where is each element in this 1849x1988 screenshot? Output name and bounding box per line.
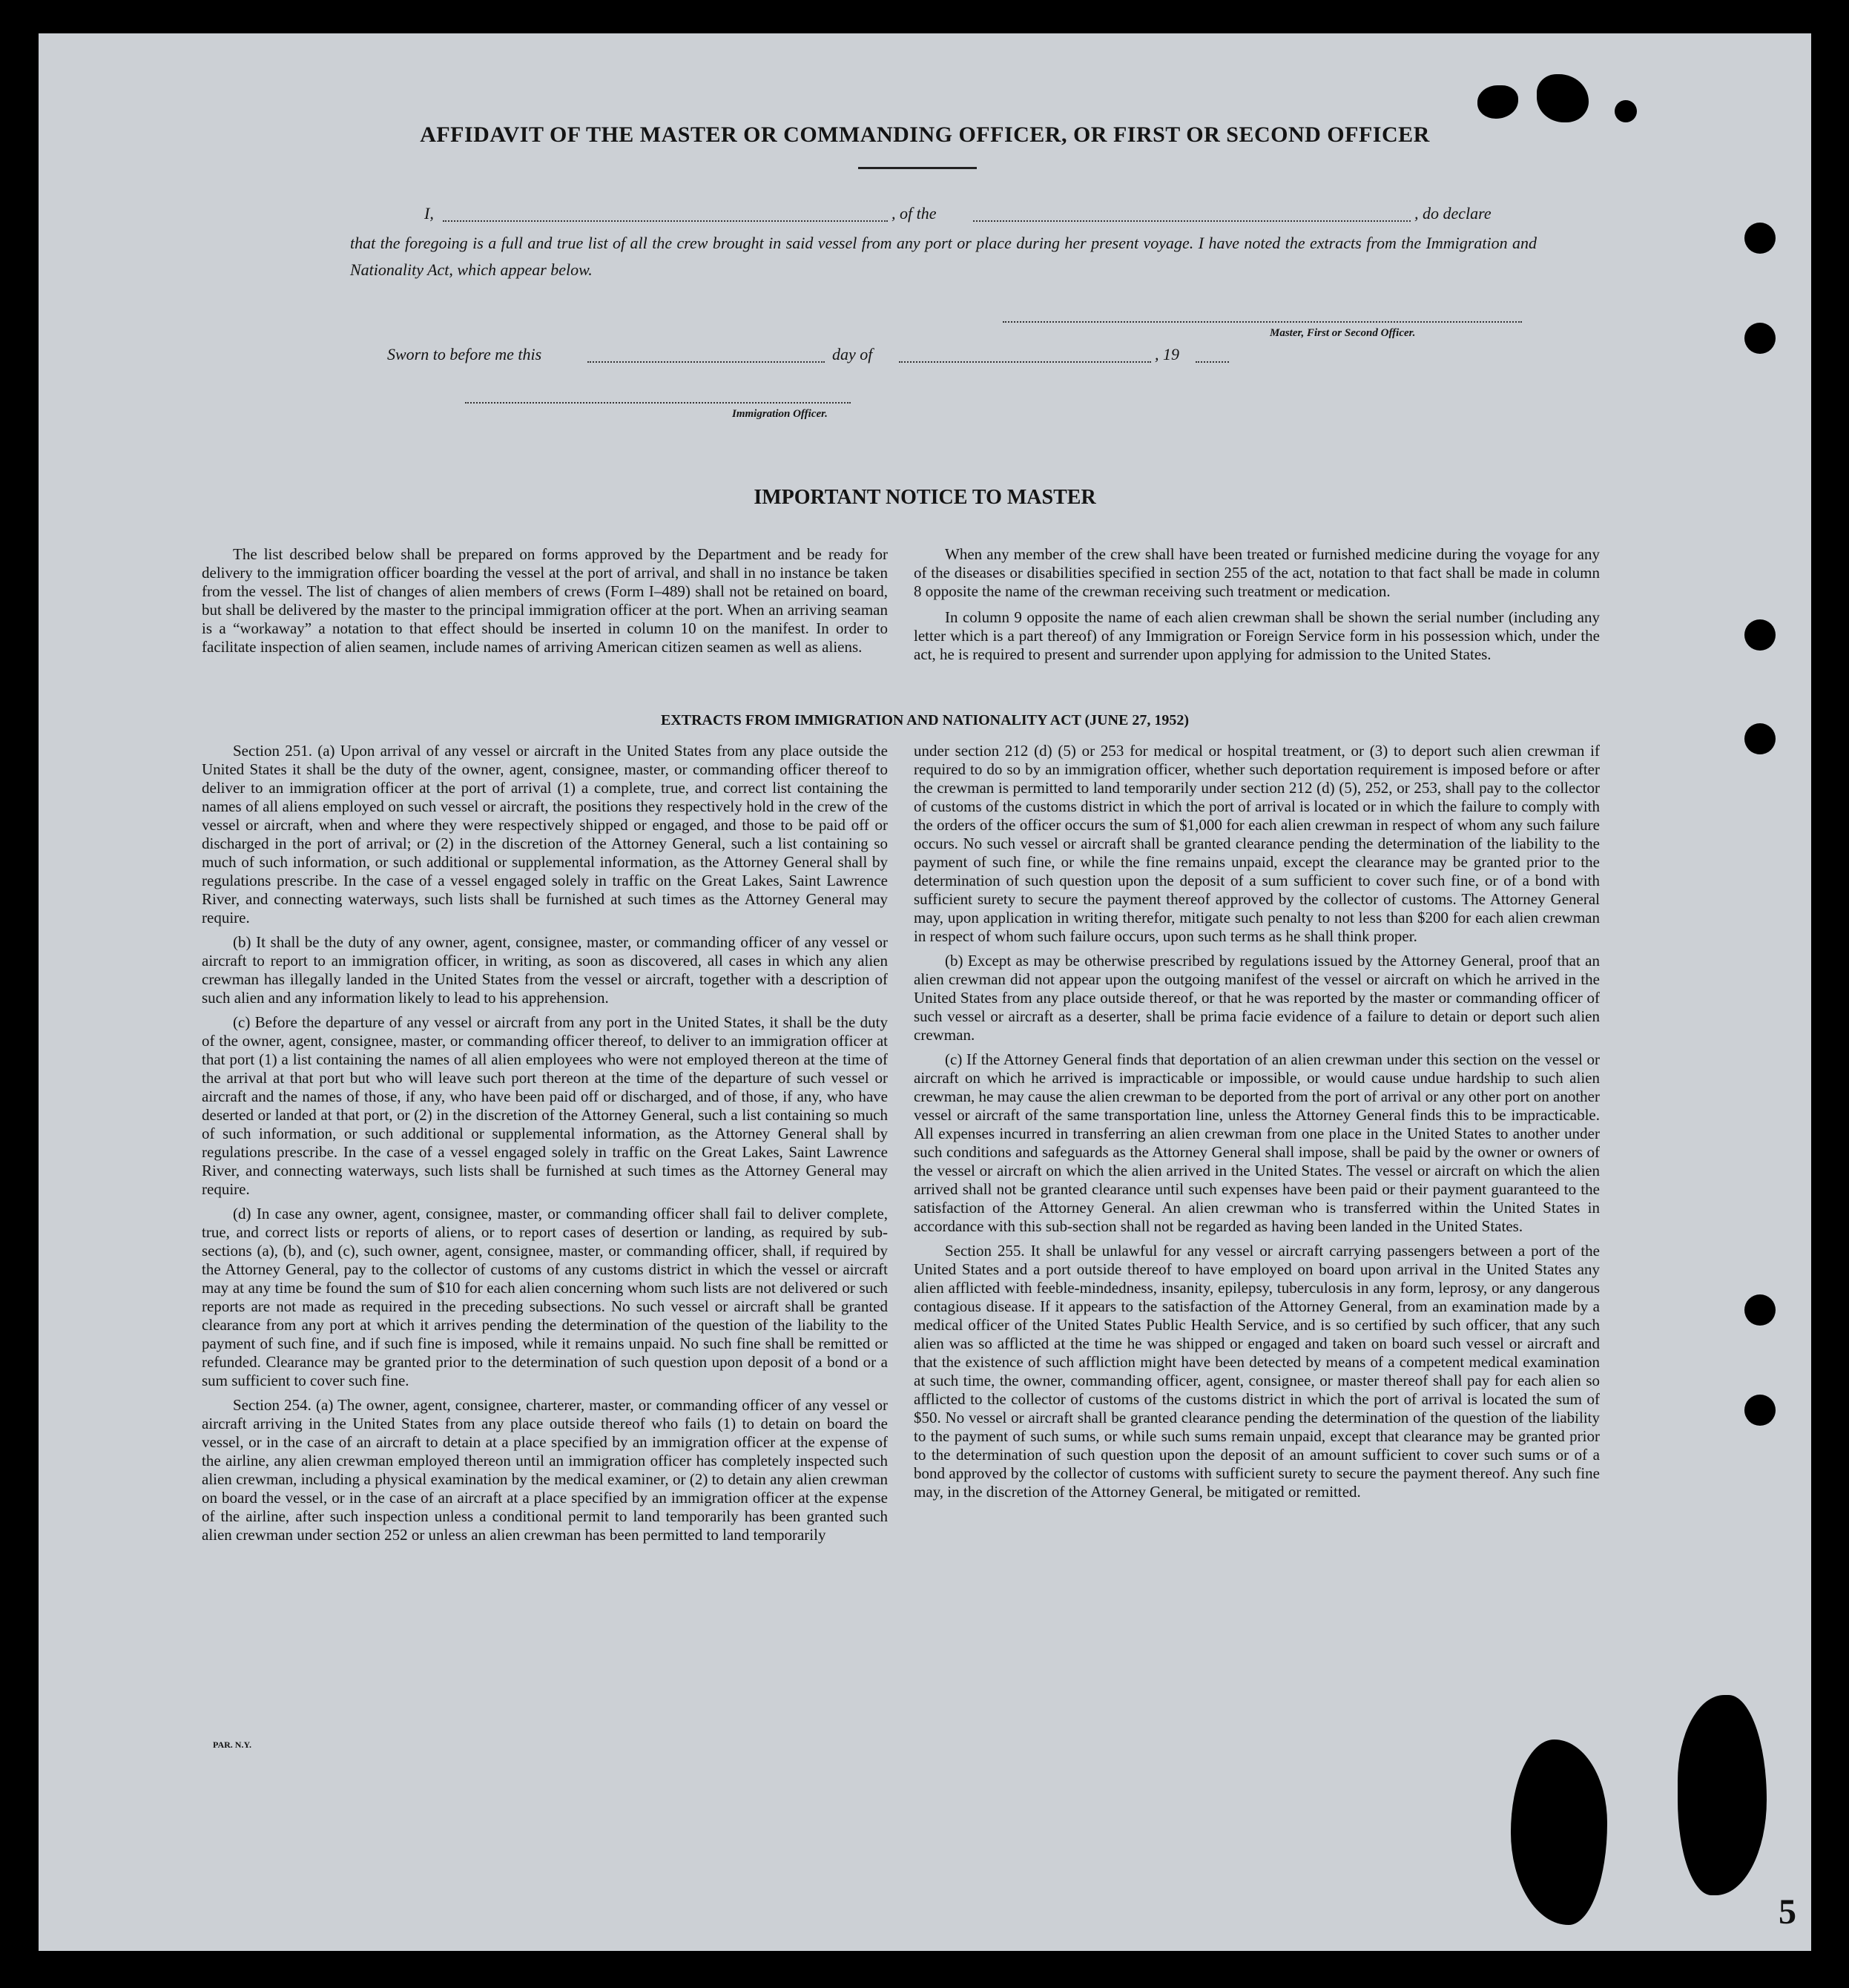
master-signature-line [1003, 321, 1522, 323]
do-declare-label: , do declare [1414, 204, 1492, 223]
binder-hole-6 [1744, 1395, 1776, 1426]
master-caption: Master, First or Second Officer. [1270, 327, 1416, 339]
section-254-a-continued: under section 212 (d) (5) or 253 for medical or hospital treatment, or (3) to deport such alien crewman if required to do so by an immigration officer, whether such deportation requirement is imposed before or after the crewman is permitted to land temporarily under section 212 (d) (5), 252, or 253, shall pay to the collector of customs of the customs district in which the port of arrival is located or in which the failure to comply with the orders of the officer occurs the sum of $1,000 for each alien crewman in respect of whom any such failure occurs. No such vessel or aircraft shall be granted clearance pending the determination of the liability to the payment of such fine, or while the fine remains unpaid, except the clearance may be granted prior to the determination of such question upon the deposit of a sum sufficient to cover such fine, or of a bond with sufficient surety to secure the payment thereof approved by the collector of customs. The Attorney General may, upon application in writing therefor, mitigate such penalty to not less than $200 for each alien crewman in respect of whom such failure occurs, upon such terms as he shall think proper. [914, 742, 1600, 945]
extracts-left-column [202, 742, 888, 1550]
officer-signature-line [465, 402, 851, 404]
day-blank [587, 361, 825, 363]
ink-blot-2 [1537, 74, 1589, 122]
name-blank [443, 220, 888, 222]
notice-left-paragraph: The list described below shall be prepared on forms approved by the Department and be ready for delivery to the immigration officer boarding the vessel at the port of arrival, and shall in no instance be taken from the vessel. The list of changes of alien members of crews (Form I–489) shall not be retained on board, but shall be delivered by the master to the principal immigration officer at the port. When an arriving seaman is a “workaway” a notation to that effect should be inserted in column 10 on the manifest. In order to facilitate inspection of alien seamen, include names of arriving American citizen seamen as well as aliens. [202, 545, 888, 656]
affidavit-title: AFFIDAVIT OF THE MASTER OR COMMANDING OFFICER, OR FIRST OR SECOND OFFICER [420, 122, 1430, 147]
ink-blot-5 [1678, 1695, 1767, 1895]
document-page [39, 33, 1811, 1951]
year-blank [1196, 361, 1229, 363]
page-number: 5 [1779, 1892, 1796, 1932]
section-251-b: (b) It shall be the duty of any owner, agent, consignee, master, or commanding officer of any vessel or aircraft to report to an immigration officer, in writing, as soon as discovered, all cases in which any alien crewman has illegally landed in the United States from the vessel or aircraft, together with a description of such alien and any information likely to lead to his apprehension. [202, 933, 888, 1007]
binder-hole-4 [1744, 723, 1776, 754]
section-254-c: (c) If the Attorney General finds that deportation of an alien crewman under this section on the vessel or aircraft on which he arrived is impracticable or impossible, or would cause undue hardship to such alien crewman, he may cause the alien crewman to be deported from the port of arrival or any other port on another vessel or aircraft of the same transportation line, unless the Attorney General finds this to be impracticable. All expenses incurred in transferring an alien crewman from one place in the United States to another under such conditions and safeguards as the Attorney General shall impose, shall be paid by the owner or owners of the vessel or aircraft on which the alien arrived in the United States. The vessel or aircraft on which the alien arrived shall not be granted clearance until such expenses have been paid or their payment guaranteed to the satisfaction of the Attorney General. An alien crewman who is transferred within the United States in accordance with this sub-section shall not be regarded as having been landed in the United States. [914, 1050, 1600, 1235]
ink-blot-3 [1615, 100, 1637, 122]
binder-hole-3 [1744, 619, 1776, 651]
ink-blot-1 [1477, 85, 1518, 119]
extracts-title: EXTRACTS FROM IMMIGRATION AND NATIONALITY ACT (JUNE 27, 1952) [660, 712, 1190, 728]
vessel-blank [973, 220, 1411, 222]
sworn-label: Sworn to before me this [387, 345, 542, 363]
printer-mark: PAR. N.Y. [213, 1740, 252, 1750]
of-the-label: , of the [891, 204, 937, 223]
notice-title: IMPORTANT NOTICE TO MASTER [754, 486, 1096, 509]
binder-hole-2 [1744, 323, 1776, 354]
binder-hole-5 [1744, 1294, 1776, 1326]
section-251-a: Section 251. (a) Upon arrival of any vessel or aircraft in the United States from any place outside the United States it shall be the duty of the owner, agent, consignee, master, or commanding officer thereof to deliver to an immigration officer at the port of arrival (1) a complete, true, and correct list containing the names of all aliens employed on such vessel or aircraft, the positions they respectively hold in the crew of the vessel or aircraft, when and where they were respectively shipped or engaged, and those to be paid off or discharged in the port of arrival; or (2) in the discretion of the Attorney General, such a list containing so much of such information, or such additional or supplemental information, as the Attorney General shall by regulations prescribe. In the case of a vessel engaged solely in traffic on the Great Lakes, Saint Lawrence River, and connecting waterways, such lists shall be furnished at such times as the Attorney General may require. [202, 742, 888, 926]
declaration-text: that the foregoing is a full and true list of all the crew brought in said vessel from any port or place during her present voyage. I have noted the extracts from the Immigration and Nationality Act, which appear below. [350, 234, 1537, 279]
section-255: Section 255. It shall be unlawful for any vessel or aircraft carrying passengers between a port of the United States and a port outside thereof to have employed on board upon arrival in the United States any alien afflicted with feeble-mindedness, insanity, epilepsy, tuberculosis in any form, leprosy, or any dangerous contagious disease. If it appears to the satisfaction of the Attorney General, from an examination made by a medical officer of the United States Public Health Service, and is so certified by such officer, that any such alien was so afflicted at the time he was shipped or engaged and taken on board such vessel or aircraft and that the existence of such affliction might have been detected by means of a competent medical examination at such time, the owner, commanding officer, agent, consignee, or master thereof shall pay for each alien so afflicted to the collector of customs of the customs district in which the port of arrival is located the sum of $50. No vessel or aircraft shall be granted clearance pending the determination of the question of the liability to the payment of such sums, or while such sums remain unpaid, except that clearance may be granted prior to the determination of such question upon the deposit of an amount sufficient to cover such sums or of a bond approved by the collector of customs with sufficient surety to secure the payment thereof. Any such fine may, in the discretion of the Attorney General, be mitigated or remitted. [914, 1242, 1600, 1501]
declaration-line [387, 204, 1522, 226]
month-blank [899, 361, 1151, 363]
day-of-label: day of [832, 345, 873, 363]
section-254-a: Section 254. (a) The owner, agent, consignee, charterer, master, or commanding officer of any vessel or aircraft arriving in the United States from any place outside thereof who fails (1) to detain on board the vessel, or in the case of an aircraft to detain at a place specified by an immigration officer at the expense of the airline, any alien crewman employed thereon until an immigration officer has completely inspected such alien crewman, including a physical examination by the medical examiner, or (2) to detain any alien crewman on board the vessel, or in the case of an aircraft at a place specified by an immigration officer at the expense of the airline, after such inspection unless a conditional permit to land temporarily has been granted such alien crewman under section 252 or unless an alien crewman has been permitted to land temporarily [202, 1396, 888, 1544]
notice-left-column [202, 545, 888, 664]
section-251-c: (c) Before the departure of any vessel or aircraft from any port in the United States, it shall be the duty of the owner, agent, consignee, master, or commanding officer thereof, to deliver to an immigration officer at that port (1) a list containing the names of all alien employees who were not employed thereon at the time of the arrival at that port but who will leave such port thereon at the time of the departure of such vessel or aircraft and the names of those, if any, who have been paid off or discharged, and of those, if any, who have deserted or landed at that port, or (2) in the discretion of the Attorney General, such a list containing so much of such information, or such additional or supplemental information, as the Attorney General shall by regulations prescribe. In the case of a vessel engaged solely in traffic on the Great Lakes, Saint Lawrence River, and connecting waterways, such lists shall be furnished at such times as the Attorney General may require. [202, 1013, 888, 1198]
section-254-b: (b) Except as may be otherwise prescribed by regulations issued by the Attorney General, proof that an alien crewman did not appear upon the outgoing manifest of the vessel or aircraft on which he arrived in the United States from any place outside thereof, or that he was reported by the master or commanding officer of such vessel or aircraft as a deserter, shall be prima facie evidence of a failure to detain or deport such alien crewman. [914, 952, 1600, 1044]
sworn-line [387, 345, 1277, 367]
notice-right-column [914, 545, 1600, 671]
binder-hole-1 [1744, 223, 1776, 254]
section-251-d: (d) In case any owner, agent, consignee, master, or commanding officer shall fail to deliver complete, true, and correct lists or reports of aliens, or to report cases of desertion or landing, as required by sub-sections (a), (b), and (c), such owner, agent, consignee, master, or commanding officer, shall, if required by the Attorney General, pay to the collector of customs of any customs district in which the vessel or aircraft may at any time be found the sum of $10 for each alien concerning whom such lists are not delivered or such reports are not made as required in the preceding subsections. No such vessel or aircraft shall be granted clearance from any port at which it arrives pending the determination of the question of the liability to the payment of such fine, and if such fine is imposed, while it remains unpaid. No such fine shall be remitted or refunded. Clearance may be granted prior to the determination of such question upon deposit of a bond or a sum sufficient to cover such fine. [202, 1205, 888, 1389]
officer-caption: Immigration Officer. [732, 408, 828, 420]
ink-blot-4 [1511, 1740, 1607, 1925]
notice-right-paragraph-2: In column 9 opposite the name of each alien crewman shall be shown the serial number (including any letter which is a part thereof) of any Immigration or Foreign Service form in his possession which, under the act, he is required to present and surrender upon applying for admission to the United States. [914, 608, 1600, 663]
i-label: I, [424, 204, 434, 223]
year-label: , 19 [1155, 345, 1179, 363]
title-underline [858, 167, 977, 169]
extracts-right-column [914, 742, 1600, 1507]
notice-right-paragraph-1: When any member of the crew shall have been treated or furnished medicine during the voyage for any of the diseases or disabilities specified in section 255 of the act, notation to that fact shall be made in column 8 opposite the name of the crewman receiving such treatment or medication. [914, 545, 1600, 600]
